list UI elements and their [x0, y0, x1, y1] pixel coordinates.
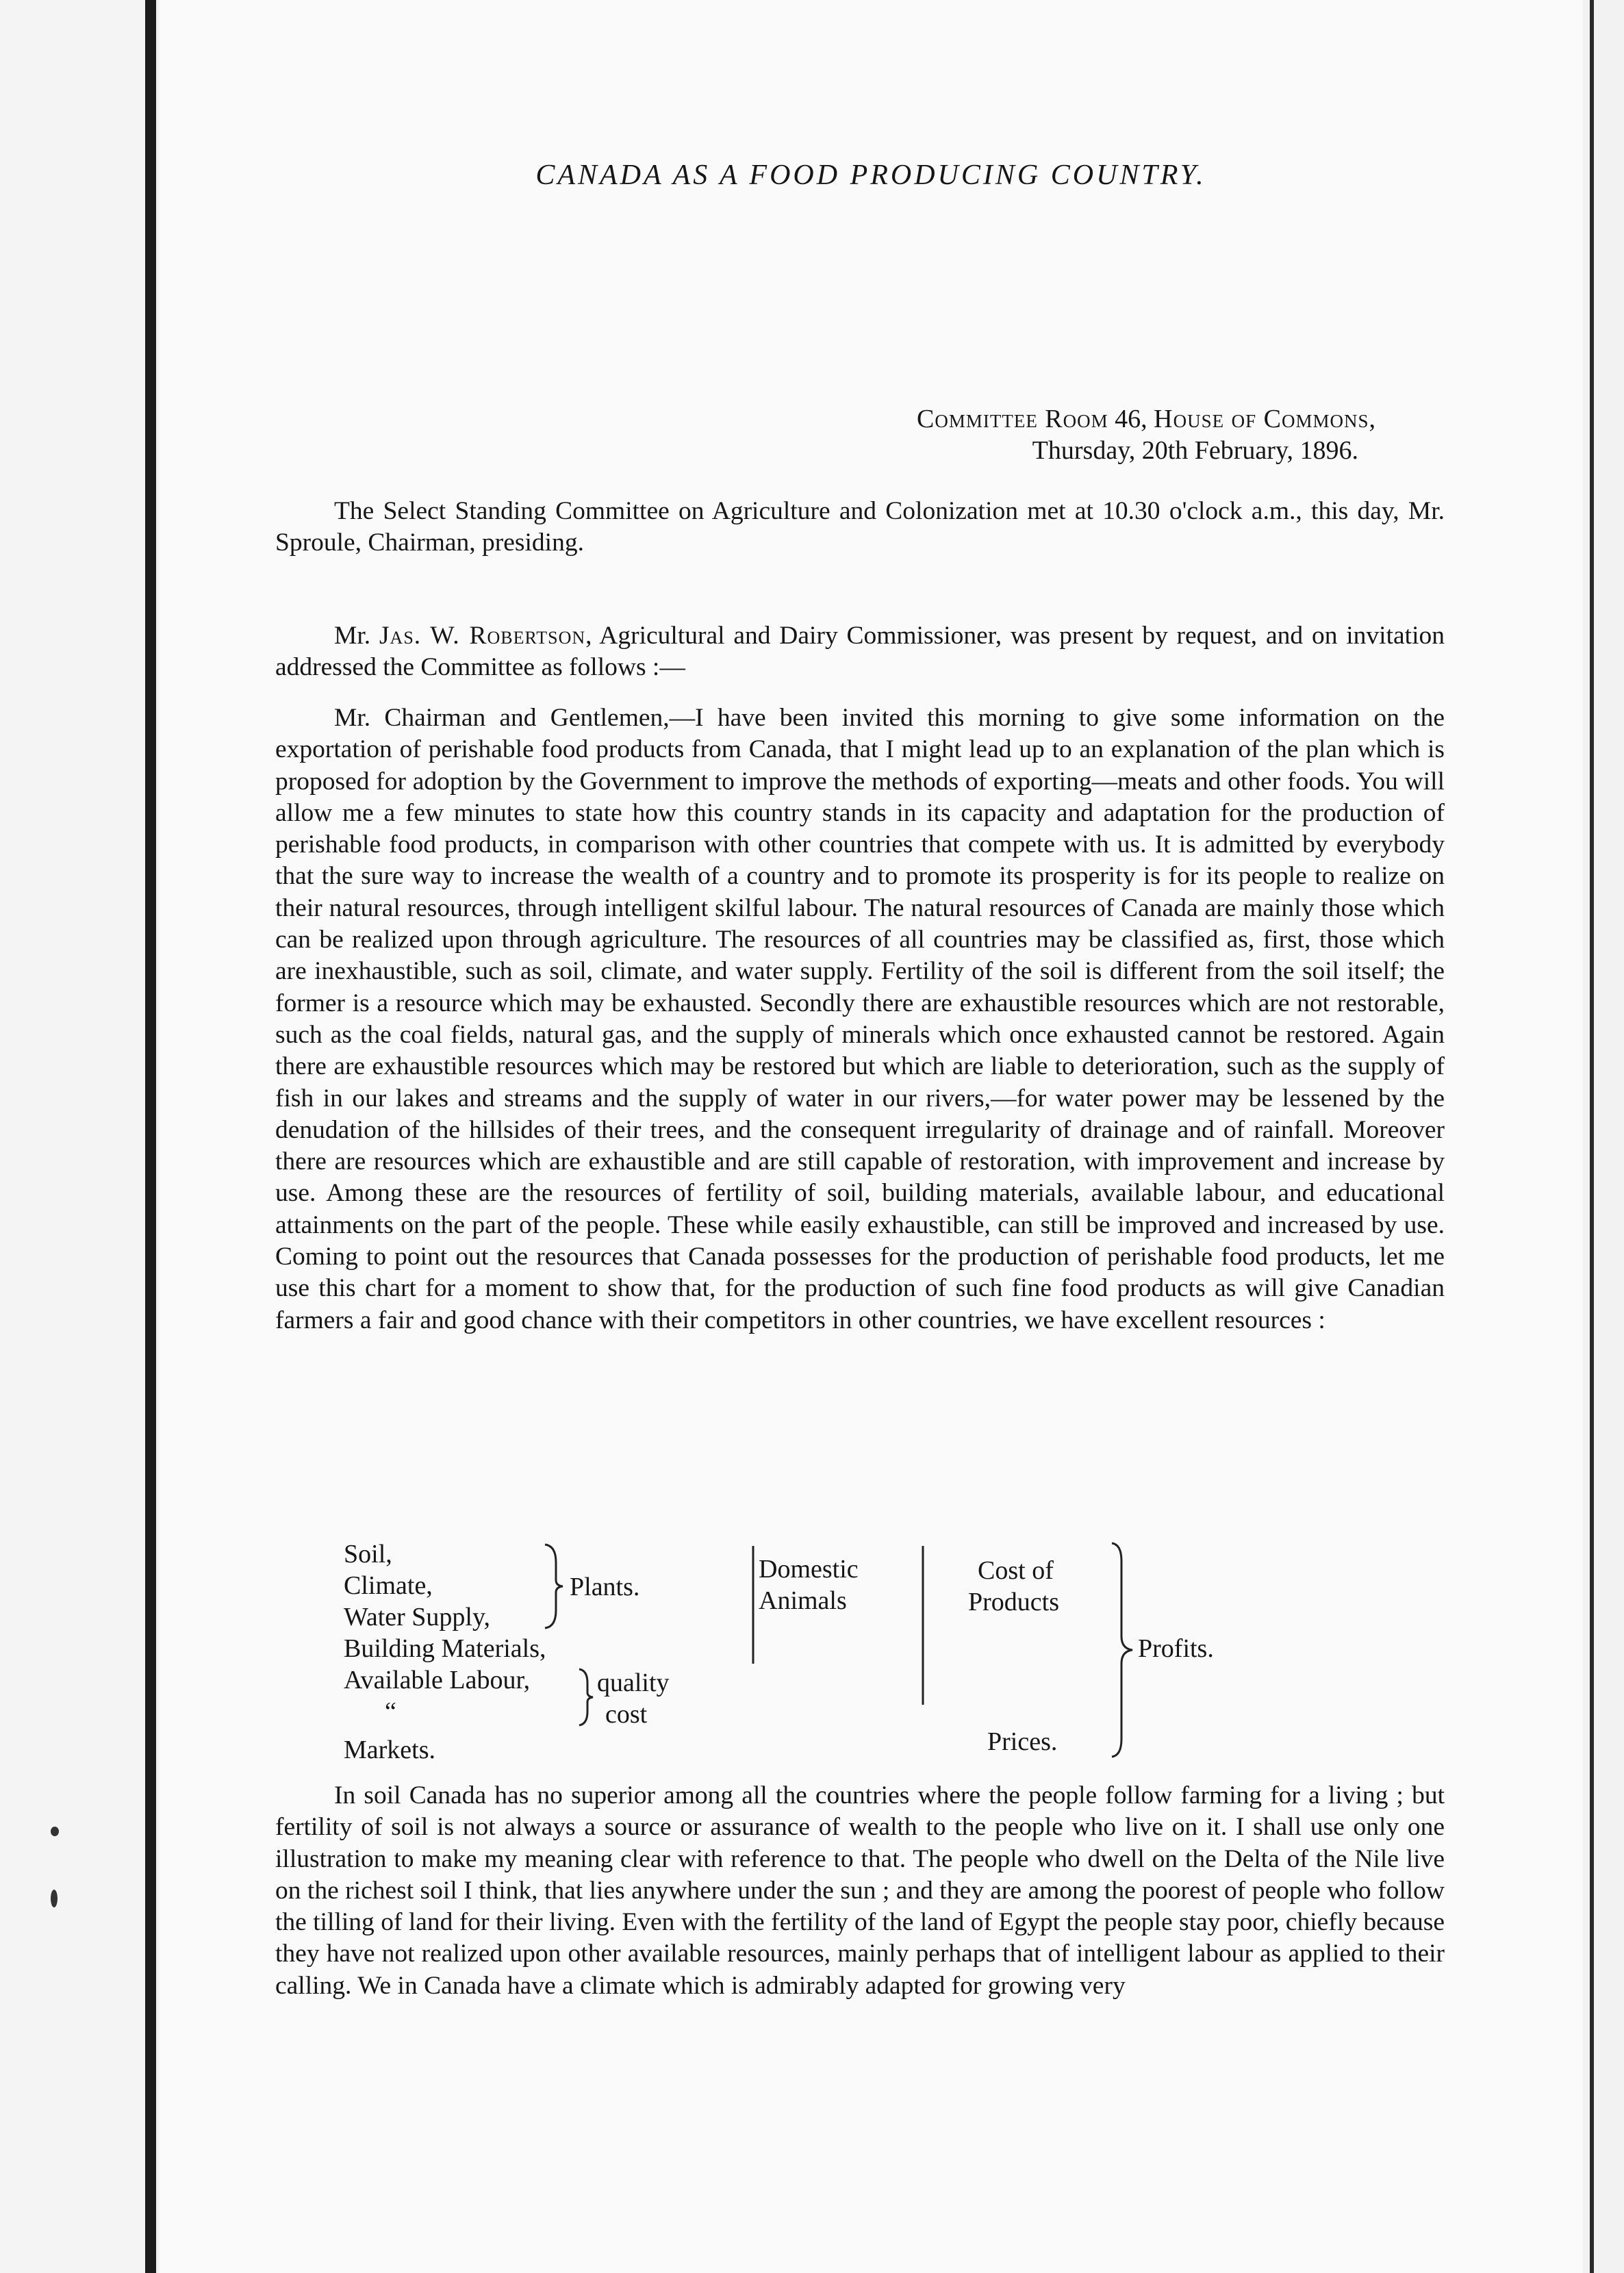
chart-resource-climate: Climate,	[344, 1571, 433, 1600]
chart-profits-label: Profits.	[1138, 1634, 1214, 1663]
brace-profits	[1108, 1540, 1138, 1760]
chart-prices-label: Prices.	[987, 1727, 1058, 1756]
witness-prefix: Mr.	[334, 622, 379, 650]
running-header: CANADA AS A FOOD PRODUCING COUNTRY.	[535, 160, 1206, 191]
chart-resource-ditto: “	[385, 1697, 396, 1726]
scan-right-border	[1590, 0, 1594, 2273]
meeting-location	[917, 404, 1375, 434]
chart-resource-soil: Soil,	[344, 1540, 392, 1569]
body-paragraph-2-text: In soil Canada has no superior among all the countries where the people follow farming for a living ; but fertility of soil is not always a source or assurance of wealth to the people who live on it. I shall use only one illustration to make my meaning clear with reference to that. The people who dwell on the Delta of the Nile live on the richest soil I think, that lies anywhere under the sun ; and they are among the poorest of people who follow the tilling of land for their living. Even with the fertility of the land of Egypt the people stay poor, chiefly because they have not realized upon other available resources, mainly perhaps that of intelligent labour as applied to their calling. We in Canada have a climate which is admirably adapted for growing very	[275, 1781, 1445, 2000]
brace-plants	[540, 1542, 567, 1631]
chart-products-label: Products	[968, 1588, 1059, 1616]
scan-speck-mark	[51, 1827, 59, 1836]
body-paragraph-2	[275, 1780, 1445, 2002]
chart-plants-label: Plants.	[570, 1573, 640, 1601]
chart-labour-quality: quality	[597, 1668, 670, 1697]
scan-binding-edge	[0, 0, 145, 2273]
witness-rest: , Agricultural and Dairy Commissioner, was present by request, and on invitation addressed the Committee as follows :—	[275, 622, 1445, 682]
chart-resource-water: Water Supply,	[344, 1603, 490, 1631]
location-room-number: 46,	[1108, 405, 1154, 433]
witness-paragraph	[275, 620, 1445, 684]
chart-resource-markets: Markets.	[344, 1736, 436, 1764]
chart-domestic-label: Domestic	[759, 1555, 859, 1584]
chart-resource-building: Building Materials,	[344, 1634, 546, 1663]
document-page	[159, 0, 1583, 2273]
location-room: Committee Room	[916, 405, 1108, 433]
chart-cost-of-label: Cost of	[978, 1556, 1054, 1585]
location-comma: ,	[1369, 405, 1375, 433]
body-paragraph-1-text: Mr. Chairman and Gentlemen,—I have been invited this morning to give some information on the exportation of perishable food products from Canada, that I might lead up to an explanation of the plan which is proposed for adoption by the Government to improve the methods of exporting—meats and other foods. You will allow me a few minutes to state how this country stands in its capacity and adaptation for the production of perishable food products, in comparison with other countries that compete with us. It is admitted by everybody that the sure way to increase the wealth of a country and to promote its prosperity is for its people to realize on their natural resources, through intelligent skilful labour. The natural resources of Canada are mainly those which can be realized upon through agriculture. The resources of all countries may be classified as, first, those which are inexhaustible, such as soil, climate, and water supply. Fertility of the soil is different from the soil itself; the former is a resource which may be exhausted. Secondly there are exhaustible resources which are not restorable, such as the coal fields, natural gas, and the supply of minerals which once exhausted cannot be restored. Again there are exhaustible resources which may be restored but which are liable to deterioration, such as the supply of fish in our lakes and streams and the supply of water in our rivers,—for water power may be lessened by the denudation of the hillsides of their trees, and the consequent irregularity of drainage and of rainfall. Moreover there are resources which are exhaustible and are still capable of restoration, with improvement and increase by use. Among these are the resources of fertility of soil, building materials, available labour, and educational attainments on the part of the people. These while easily exhaustible, can still be improved and increased by use. Coming to point out the resources that Canada possesses for the production of perishable food products, let me use this chart for a moment to show that, for the production of such fine food products as will give Canadian farmers a fair and good chance with their competitors in other countries, we have excellent resources :	[275, 704, 1445, 1334]
body-paragraph-1	[275, 702, 1445, 1336]
intro-paragraph	[275, 496, 1445, 559]
brace-cost-of-products	[917, 1543, 938, 1707]
location-house: House of Commons	[1154, 405, 1369, 433]
meeting-date: Thursday, 20th February, 1896.	[1032, 436, 1358, 465]
brace-domestic-animals	[738, 1543, 759, 1666]
chart-animals-label: Animals	[759, 1586, 847, 1615]
chart-labour-cost: cost	[605, 1700, 648, 1729]
scan-binding-shadow	[145, 0, 156, 2273]
brace-labour	[575, 1666, 596, 1728]
chart-resource-labour: Available Labour,	[344, 1666, 531, 1694]
witness-text	[275, 620, 1445, 684]
witness-name: Jas. W. Robertson	[379, 622, 586, 650]
intro-text: The Select Standing Committee on Agriculture and Colonization met at 10.30 o'clock a.m., this day, Mr. Sproule, Chairman, presiding.	[275, 497, 1445, 557]
scan-speck-mark	[51, 1890, 58, 1907]
